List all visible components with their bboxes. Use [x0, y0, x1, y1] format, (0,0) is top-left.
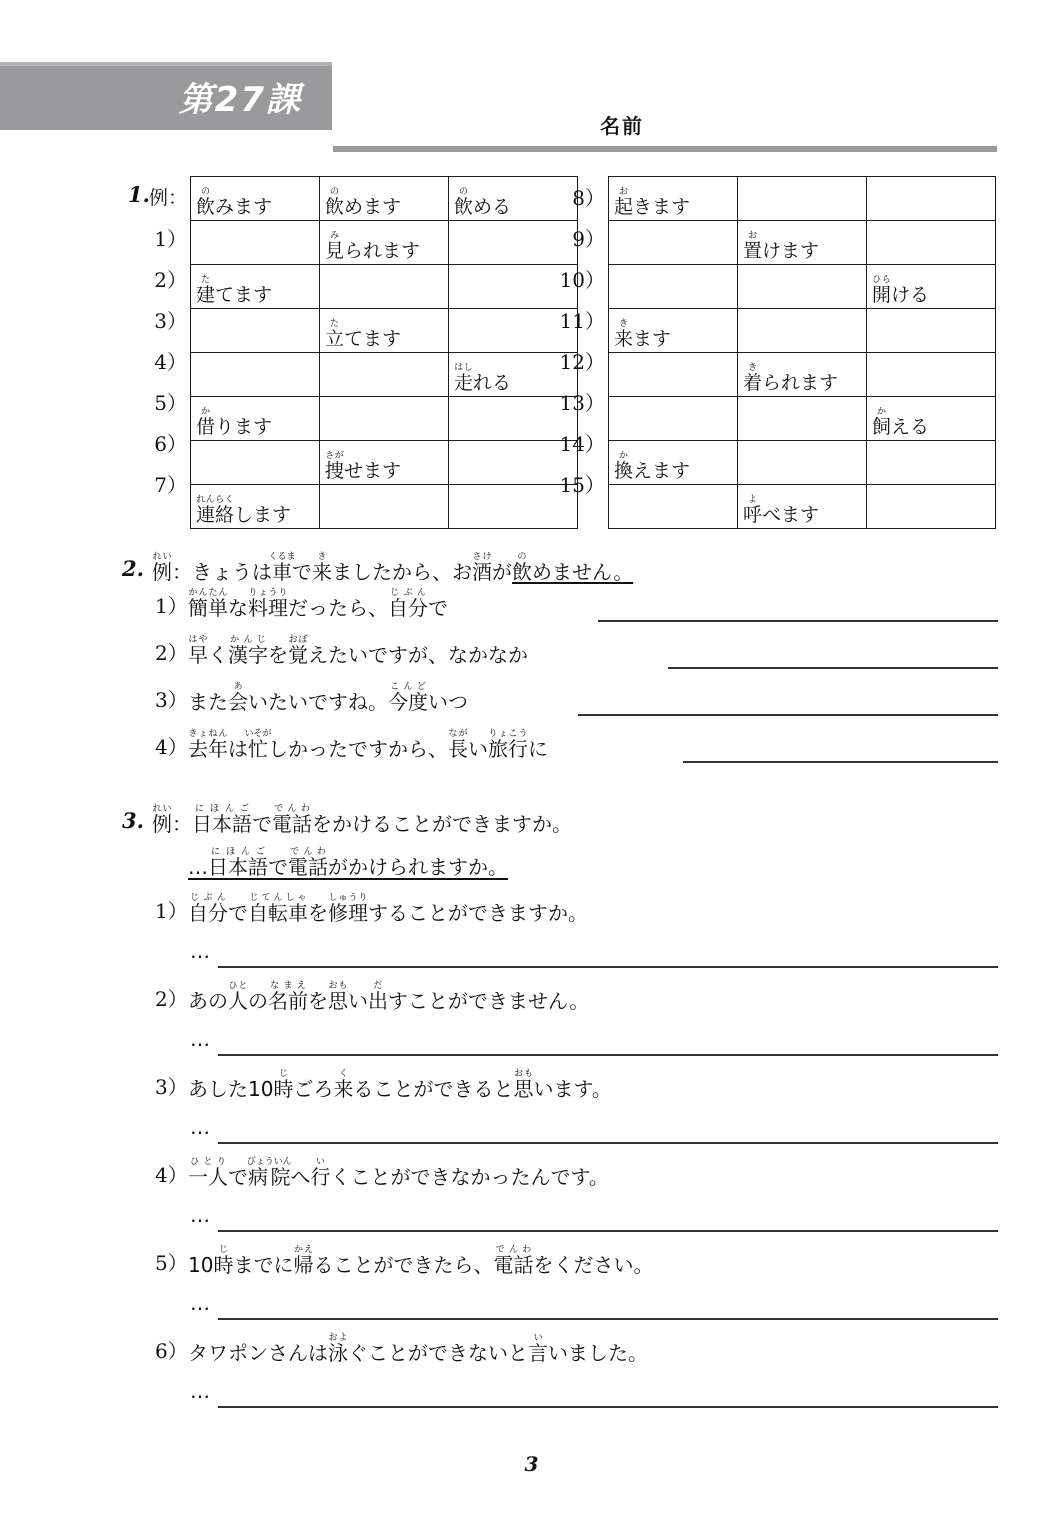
- question-row: [0, 584, 1063, 631]
- section-3-example-answer: …日本語にほんごで電話でんわがかけられますか。: [188, 847, 508, 879]
- blank-cell[interactable]: [867, 221, 996, 265]
- question-text: あの人ひとの名前なまえを思おもい出だすことができません。: [188, 981, 590, 1013]
- section-3-example-answer-row: [0, 845, 1063, 891]
- answer-prefix-ellipsis: …: [190, 1027, 210, 1051]
- table-row: [609, 441, 996, 485]
- conjugation-table-left: [190, 176, 578, 529]
- answer-line[interactable]: [218, 1142, 998, 1144]
- question-number: 2）: [155, 641, 188, 665]
- blank-cell[interactable]: [191, 309, 320, 353]
- row-label: 3）: [154, 309, 187, 333]
- section-2-items: [0, 584, 1063, 772]
- section-2-example: 例れい：きょうは車くるまで来きましたから、お酒さけが飲のめません。: [152, 552, 634, 584]
- header-divider: [333, 146, 997, 152]
- verb-cell: 起おきます: [609, 177, 738, 221]
- blank-cell[interactable]: [609, 265, 738, 309]
- question-row: [0, 1067, 1063, 1155]
- section-3: [0, 800, 1063, 1419]
- row-label: 12）: [559, 350, 605, 374]
- verb-cell: 借かります: [191, 397, 320, 441]
- row-label: 2）: [154, 268, 187, 292]
- table-row: [609, 397, 996, 441]
- verb-cell: 着きられます: [738, 353, 867, 397]
- question-number: 5）: [155, 1251, 188, 1275]
- answer-line[interactable]: [218, 1318, 998, 1320]
- blank-cell[interactable]: [867, 177, 996, 221]
- blank-cell[interactable]: [191, 353, 320, 397]
- question-row: [0, 678, 1063, 725]
- answer-prefix-ellipsis: …: [190, 1379, 210, 1403]
- question-row: [0, 1243, 1063, 1331]
- question-text: タワポンさんは泳およぐことができないと言いいました。: [188, 1333, 648, 1365]
- row-label: 13）: [559, 391, 605, 415]
- section-1-left-row-labels: [128, 176, 190, 504]
- answer-prefix-ellipsis: …: [190, 939, 210, 963]
- table-row: [191, 309, 578, 353]
- blank-cell[interactable]: [738, 265, 867, 309]
- verb-cell: 飲のめる: [449, 177, 578, 221]
- blank-cell[interactable]: [191, 221, 320, 265]
- row-label: 11）: [559, 309, 605, 333]
- row-label: 5）: [154, 391, 187, 415]
- table-row: [609, 177, 996, 221]
- blank-cell[interactable]: [320, 485, 449, 529]
- verb-cell: 来きます: [609, 309, 738, 353]
- blank-cell[interactable]: [738, 441, 867, 485]
- answer-blank[interactable]: [598, 620, 998, 622]
- blank-cell[interactable]: [738, 309, 867, 353]
- table-left-body: [191, 177, 578, 529]
- answer-blank[interactable]: [683, 761, 998, 763]
- question-number: 4）: [155, 735, 188, 759]
- table-row: [191, 265, 578, 309]
- table-row: [191, 397, 578, 441]
- verb-cell: 連絡れんらくします: [191, 485, 320, 529]
- row-label: 4）: [154, 350, 187, 374]
- row-label: 6）: [154, 432, 187, 456]
- answer-prefix-ellipsis: …: [190, 1203, 210, 1227]
- section-1: [0, 168, 1063, 527]
- question-number: 1）: [155, 594, 188, 618]
- answer-prefix-ellipsis: …: [190, 1115, 210, 1139]
- verb-cell: 飼かえる: [867, 397, 996, 441]
- answer-blank[interactable]: [668, 667, 998, 669]
- question-row: [0, 725, 1063, 772]
- verb-cell: 飲のみます: [191, 177, 320, 221]
- question-text: 10時じまでに帰かえることができたら、電話でんわをください。: [188, 1245, 654, 1277]
- row-label: 14）: [559, 432, 605, 456]
- question-row: [0, 1155, 1063, 1243]
- answer-blank[interactable]: [578, 714, 998, 716]
- question-number: 4）: [155, 1163, 188, 1187]
- question-text: 簡単かんたんな料理りょうりだったら、自分じぶんで: [188, 588, 448, 620]
- table-row: [609, 485, 996, 529]
- question-number: 3）: [155, 688, 188, 712]
- page-header: [0, 0, 1063, 160]
- table-row: [191, 485, 578, 529]
- table-row: [191, 221, 578, 265]
- section-3-example: 例れい：日本語にほんごで電話でんわをかけることができますか。: [152, 804, 572, 836]
- question-text: また会あいたいですね。今度こんどいつ: [188, 682, 468, 714]
- section-1-right-row-labels: [546, 176, 608, 504]
- table-row: [609, 353, 996, 397]
- section-2-number: 2.: [122, 556, 144, 581]
- row-label: 1）: [154, 227, 187, 251]
- page-number: 3: [524, 1452, 539, 1476]
- table-row: [191, 177, 578, 221]
- verb-cell: 建たてます: [191, 265, 320, 309]
- question-text: 自分じぶんで自転車じてんしゃを修理しゅうりすることができますか。: [188, 893, 588, 925]
- blank-cell[interactable]: [867, 441, 996, 485]
- question-number: 6）: [155, 1339, 188, 1363]
- question-text: あした10時じごろ来くることができると思おもいます。: [188, 1069, 612, 1101]
- question-number: 1）: [155, 899, 188, 923]
- row-label: 7）: [154, 473, 187, 497]
- verb-cell: 走はしれる: [449, 353, 578, 397]
- page-title: 第27課: [178, 79, 302, 120]
- verb-cell: 置おけます: [738, 221, 867, 265]
- question-row: [0, 891, 1063, 979]
- verb-cell: 開ひらける: [867, 265, 996, 309]
- blank-cell[interactable]: [191, 441, 320, 485]
- table-row: [191, 441, 578, 485]
- answer-prefix-ellipsis: …: [190, 1291, 210, 1315]
- question-text: 一人ひとりで病院びょういんへ行いくことができなかったんです。: [188, 1157, 609, 1189]
- table-row: [609, 309, 996, 353]
- section-2: [0, 548, 1063, 772]
- blank-cell[interactable]: [738, 397, 867, 441]
- blank-cell[interactable]: [320, 265, 449, 309]
- blank-cell[interactable]: [867, 485, 996, 529]
- blank-cell[interactable]: [609, 397, 738, 441]
- question-text: 早はやく漢字かんじを覚おぼえたいですが、なかなか: [188, 635, 528, 667]
- table-right-body: [609, 177, 996, 529]
- blank-cell[interactable]: [867, 309, 996, 353]
- blank-cell[interactable]: [738, 177, 867, 221]
- name-field-label: 名前: [600, 114, 644, 138]
- table-row: [609, 221, 996, 265]
- question-number: 3）: [155, 1075, 188, 1099]
- question-row: [0, 631, 1063, 678]
- section-3-number: 3.: [122, 808, 144, 833]
- row-label: 例：: [148, 187, 187, 209]
- question-number: 2）: [155, 987, 188, 1011]
- row-label: 8）: [572, 186, 605, 210]
- answer-line[interactable]: [218, 966, 998, 968]
- row-label: 15）: [559, 473, 605, 497]
- question-row: [0, 979, 1063, 1067]
- section-1-number: 1.: [128, 182, 150, 207]
- answer-line[interactable]: [218, 1406, 998, 1408]
- blank-cell[interactable]: [609, 353, 738, 397]
- row-label: 10）: [559, 268, 605, 292]
- blank-cell[interactable]: [320, 353, 449, 397]
- answer-line[interactable]: [218, 1230, 998, 1232]
- verb-cell: 呼よべます: [738, 485, 867, 529]
- blank-cell[interactable]: [609, 221, 738, 265]
- table-row: [609, 265, 996, 309]
- blank-cell[interactable]: [320, 397, 449, 441]
- conjugation-table-right: [608, 176, 996, 529]
- row-label: 9）: [572, 227, 605, 251]
- table-row: [191, 353, 578, 397]
- verb-cell: 飲のめます: [320, 177, 449, 221]
- question-row: [0, 1331, 1063, 1419]
- verb-cell: 見みられます: [320, 221, 449, 265]
- blank-cell[interactable]: [867, 353, 996, 397]
- answer-line[interactable]: [218, 1054, 998, 1056]
- section-3-items: [0, 891, 1063, 1419]
- verb-cell: 立たてます: [320, 309, 449, 353]
- blank-cell[interactable]: [609, 485, 738, 529]
- question-text: 去年きょねんは忙いそがしかったですから、長ながい旅行りょこうに: [188, 729, 548, 761]
- verb-cell: 換かえます: [609, 441, 738, 485]
- verb-cell: 捜さがせます: [320, 441, 449, 485]
